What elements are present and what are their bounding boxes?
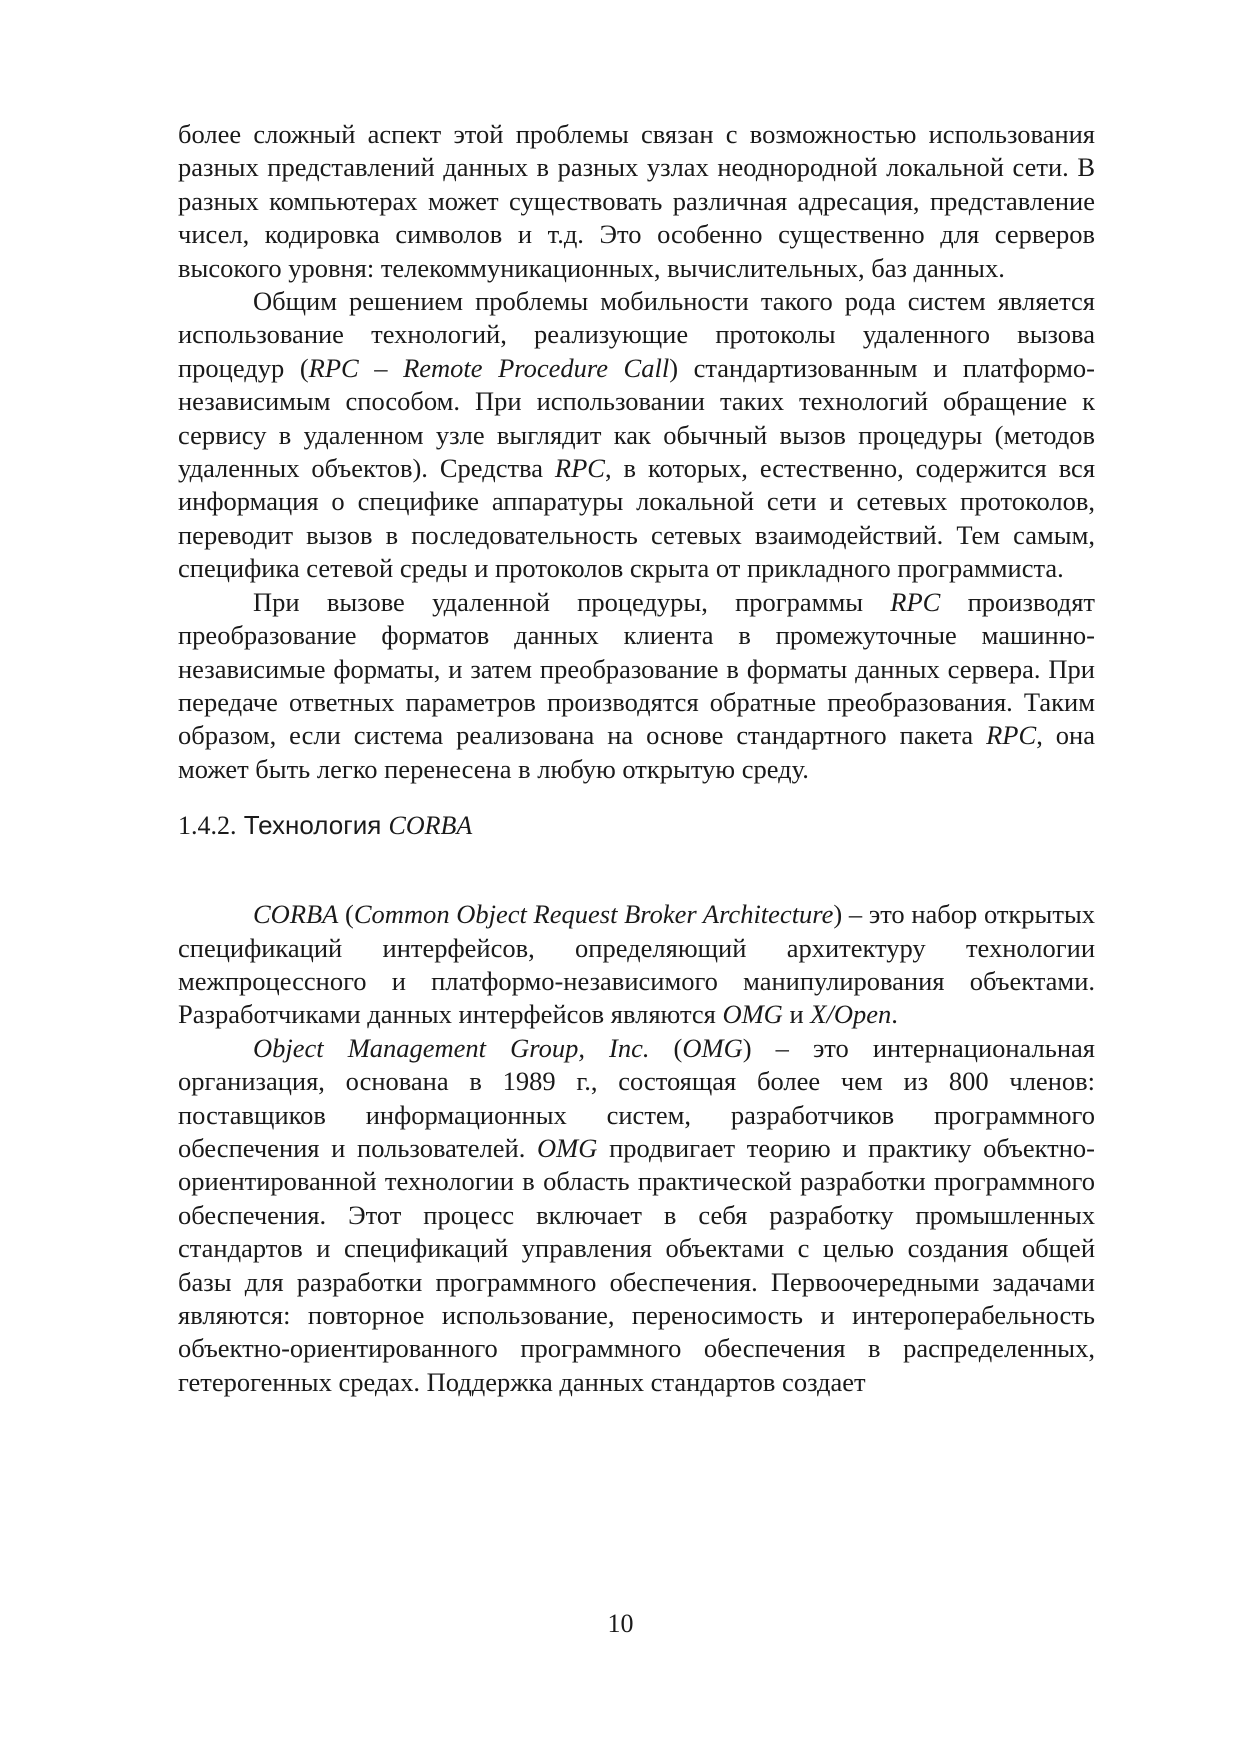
corba-expansion: Common Object Request Broker Architecture — [353, 899, 834, 930]
section-title: Технология — [243, 810, 382, 841]
paragraph-2-text-c: ) стандартизованным и платформо-независимым способом. При использовании таких технологий обращение к сервису в удаленном узле выглядит как обычный вызов процедуры (методов удаленных объектов). Средства — [178, 352, 1095, 484]
paragraph-3-text-e: , она может быть легко перенесена в любую открытую среду. — [178, 720, 1095, 784]
omg-full-name: Object Management Group, Inc. — [253, 1032, 650, 1063]
paragraph-1 — [178, 118, 1095, 285]
paragraph-4-text-f: и — [782, 999, 811, 1030]
section-number: 1.4.2. — [178, 811, 237, 841]
paragraph-3-text-c: производят преобразование форматов данных клиента в промежуточные машинно-независимые форматы, и затем преобразование в форматы данных сервера. При передаче ответных параметров производятся обратные преобразования. Таким образом, если система реализована на основе стандартного пакета — [178, 586, 1095, 751]
rpc-term: RPC — [554, 453, 605, 484]
section-heading — [178, 808, 1095, 843]
omg-term: OMG — [722, 999, 783, 1030]
document-page — [178, 118, 1095, 1399]
paragraph-4-text-b: ( — [338, 899, 354, 930]
omg-term: OMG — [682, 1032, 743, 1063]
paragraph-2 — [178, 285, 1095, 586]
rpc-term: RPC — [890, 586, 941, 617]
paragraph-5-text-d: ) – это интернациональная организация, основана в 1989 г., состоящая более чем из 800 членов: поставщиков информационных систем, разработчиков программного обеспечения и пользователей. — [178, 1032, 1095, 1163]
page-number: 10 — [607, 1609, 634, 1638]
omg-term: OMG — [537, 1132, 598, 1163]
paragraph-2-text-a: Общим решением проблемы мобильности такого рода систем является использование технологий, реализующие протоколы удаленного вызова процедур ( — [178, 286, 1095, 383]
paragraph-4 — [178, 898, 1095, 1032]
paragraph-3 — [178, 586, 1095, 786]
paragraph-5 — [178, 1032, 1095, 1399]
paragraph-5-text-f: продвигает теорию и практику объектно-ориентированной технологии в область практической разработки программного обеспечения. Этот процесс включает в себя разработку промышленных стандартов и спецификаций управления объектами с целью создания общей базы для разработки программного обеспечения. Первоочередными задачами являются: повторное использование, переносимость и интероперабельность объектно-ориентированного программного обеспечения в распределенных, гетерогенных средах. Поддержка данных стандартов создает — [178, 1132, 1095, 1397]
paragraph-4-text-h: . — [891, 999, 898, 1030]
paragraph-3-text-a: При вызове удаленной процедуры, программы — [253, 586, 891, 617]
rpc-definition: RPC – Remote Procedure Call — [308, 352, 670, 383]
paragraph-5-text-b: ( — [649, 1032, 683, 1063]
paragraph-2-text-e: , в которых, естественно, содержится вся информация о специфике аппаратуры локальной сети и сетевых протоколов, переводит вызов в последовательность сетевых взаимодействий. Тем самым, специфика сетевой среды и протоколов скрыта от прикладного программиста. — [178, 453, 1096, 584]
xopen-term: X/Open — [810, 999, 892, 1030]
paragraph-4-text-d: ) – это набор открытых спецификаций интерфейсов, определяющий архитектуру технологии межпроцессного и платформо-независимого манипулирования объектами. Разработчиками данных интерфейсов являются — [178, 899, 1095, 1030]
section-term: CORBA — [388, 811, 473, 841]
paragraph-1-text: более сложный аспект этой проблемы связан с возможностью использования разных представлений данных в разных узлах неоднородной локальной сети. В разных компьютерах может существовать различная адресация, представление чисел, кодировка символов и т.д. Это особенно существенно для серверов высокого уровня: телекоммуникационных, вычислительных, баз данных. — [178, 119, 1095, 283]
corba-term: CORBA — [253, 899, 339, 930]
rpc-term: RPC — [986, 720, 1037, 751]
spacer — [178, 843, 1095, 898]
